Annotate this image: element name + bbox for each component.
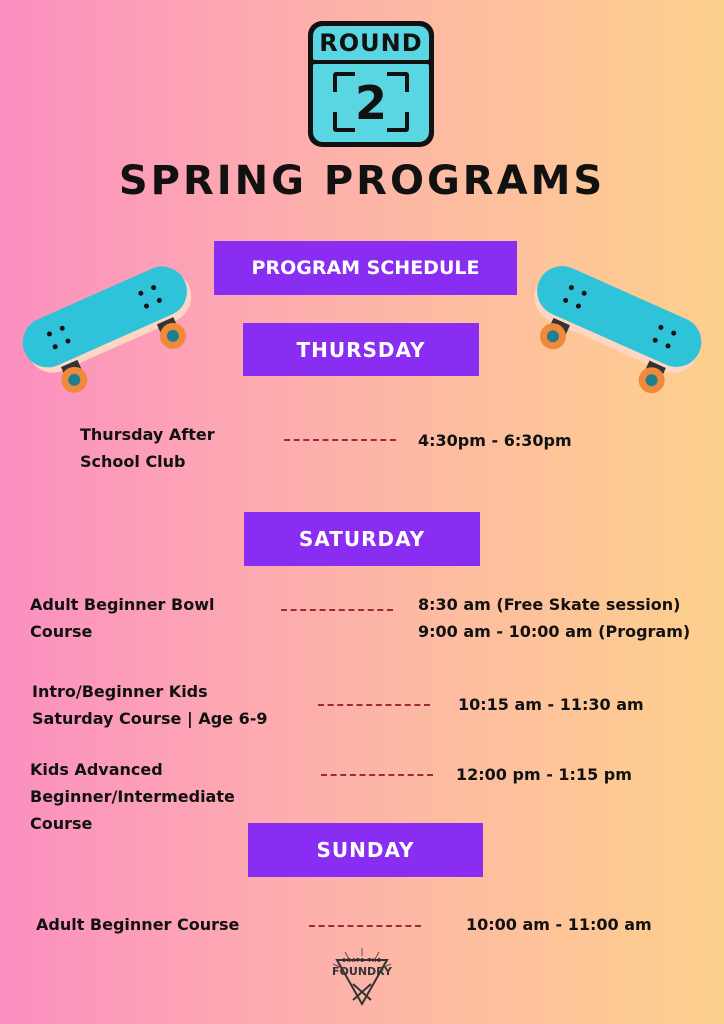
page-title: SPRING PROGRAMS xyxy=(118,158,606,204)
program-name: Intro/Beginner Kids Saturday Course | Age 6-9 xyxy=(32,682,268,728)
program-time: 8:30 am (Free Skate session) 9:00 am - 10:00 am (Program) xyxy=(418,595,691,641)
program-time: 12:00 pm - 1:15 pm xyxy=(456,765,632,784)
badge-number: 2 xyxy=(354,76,387,130)
skateboard-right-icon xyxy=(529,245,724,395)
badge-top-label: ROUND xyxy=(313,26,429,60)
dashed-connector xyxy=(281,609,393,611)
program-time: 10:15 am - 11:30 am xyxy=(458,695,644,714)
program-time: 4:30pm - 6:30pm xyxy=(418,431,572,450)
skateboard-left-icon xyxy=(0,245,195,395)
day-header-sunday: SUNDAY xyxy=(248,823,483,877)
program-name: Adult Beginner Course xyxy=(36,915,240,934)
foundry-logo xyxy=(325,946,399,1012)
dashed-connector xyxy=(284,439,396,441)
dashed-connector xyxy=(318,704,430,706)
dashed-connector xyxy=(309,925,421,927)
program-name: Kids Advanced Beginner/Intermediate Course xyxy=(30,760,235,833)
logo-small-text: SKATE THE xyxy=(342,958,382,964)
badge-number-panel xyxy=(313,64,429,142)
program-schedule-label: PROGRAM SCHEDULE xyxy=(214,241,517,295)
program-name: Thursday After School Club xyxy=(80,425,215,471)
logo-name: FOUNDRY xyxy=(332,965,392,978)
badge-frame xyxy=(333,72,409,132)
day-header-thursday: THURSDAY xyxy=(243,323,479,376)
program-name: Adult Beginner Bowl Course xyxy=(30,595,215,641)
foundry-logo-icon xyxy=(325,946,399,1012)
program-time: 10:00 am - 11:00 am xyxy=(466,915,652,934)
day-header-saturday: SATURDAY xyxy=(244,512,480,566)
round-badge-icon xyxy=(308,21,434,147)
dashed-connector xyxy=(321,774,433,776)
